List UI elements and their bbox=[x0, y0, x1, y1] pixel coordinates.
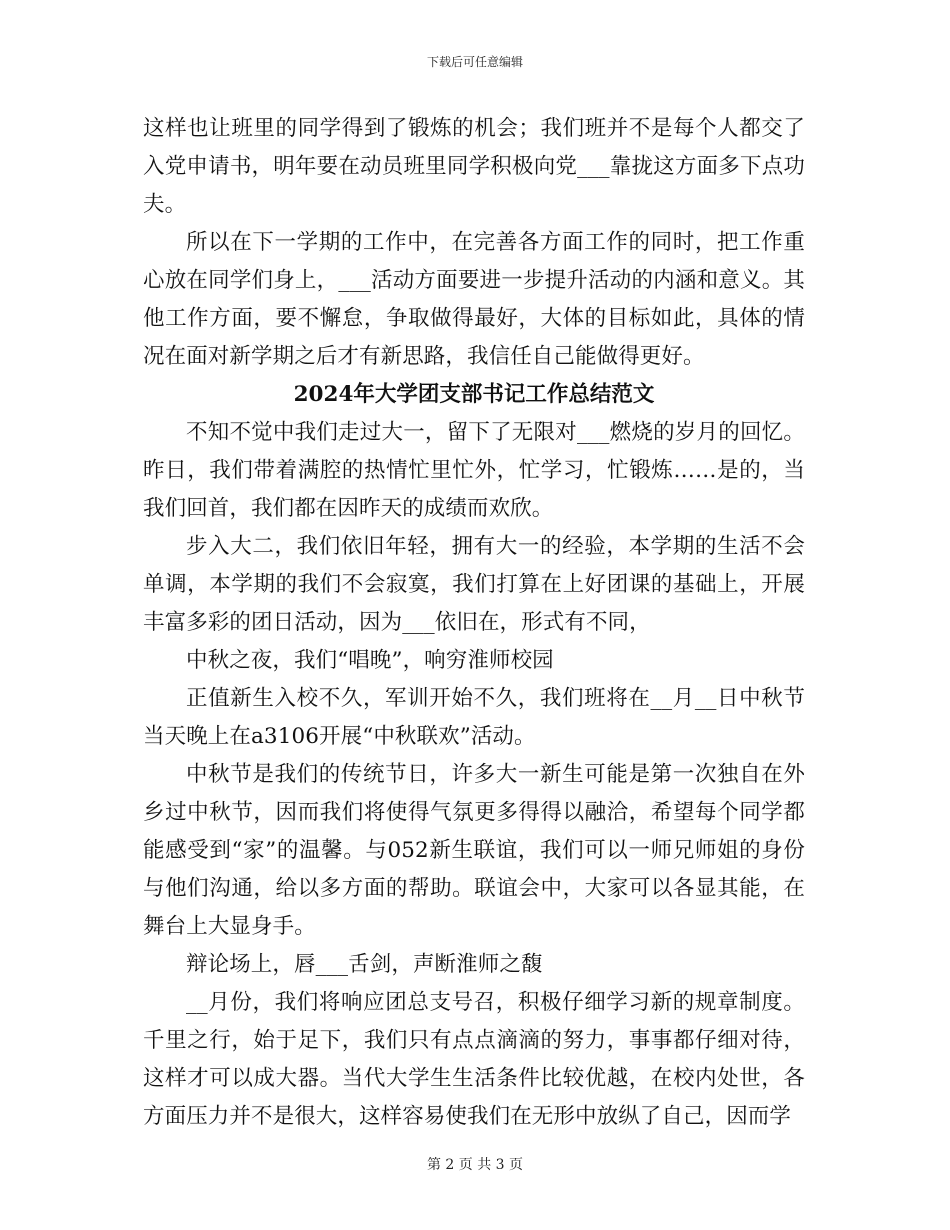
page-number: 第 2 页 共 3 页 bbox=[426, 1157, 524, 1173]
paragraph-sophomore: 步入大二，我们依旧年轻，拥有大一的经验，本学期的生活不会单调，本学期的我们不会寂寞，我们打算在上好团课的基础上，开展丰富多彩的团日活动，因为___依旧在，形式有不同， bbox=[143, 534, 805, 635]
document-title: 2024年大学团支部书记工作总结范文 bbox=[293, 382, 655, 407]
paragraph-mid-autumn-details: 中秋节是我们的传统节日，许多大一新生可能是第一次独自在外乡过中秋节，因而我们将使得气氛更多得得以融洽，希望每个同学都能感受到“家”的温馨。与052新生联谊，我们可以一师兄师姐的身份与他们沟通，给以多方面的帮助。联谊会中，大家可以各显其能，在舞台上大显身手。 bbox=[143, 762, 805, 939]
paragraph-mid-autumn-event: 正值新生入校不久，军训开始不久，我们班将在__月__日中秋节当天晚上在a3106开展“中秋联欢”活动。 bbox=[143, 686, 805, 749]
paragraph-continuation: 这样也让班里的同学得到了锻炼的机会；我们班并不是每个人都交了入党申请书，明年要在动员班里同学积极向党___靠拢这方面多下点功夫。 bbox=[143, 116, 805, 217]
paragraph-next-term-plan: 所以在下一学期的工作中，在完善各方面工作的同时，把工作重心放在同学们身上，___活动方面要进一步提升活动的内涵和意义。其他工作方面，要不懈怠，争取做得最好，大体的目标如此，具体的情况在面对新学期之后才有新思路，我信任自己能做得更好。 bbox=[143, 230, 805, 369]
page-header-note: 下载后可任意编辑 bbox=[426, 55, 523, 69]
section-heading-debate: 辩论场上，唇___舌剑，声断淮师之馥 bbox=[186, 952, 543, 977]
document-body bbox=[143, 110, 805, 1136]
section-heading-mid-autumn: 中秋之夜，我们“唱晚”，响穷淮师校园 bbox=[186, 648, 554, 673]
paragraph-intro: 不知不觉中我们走过大一，留下了无限对___燃烧的岁月的回忆。昨日，我们带着满腔的热情忙里忙外，忙学习，忙锻炼……是的，当我们回首，我们都在因昨天的成绩而欢欣。 bbox=[143, 420, 805, 521]
paragraph-debate: __月份，我们将响应团总支号召，积极仔细学习新的规章制度。千里之行，始于足下，我们只有点点滴滴的努力，事事都仔细对待，这样才可以成大器。当代大学生生活条件比较优越，在校内处世，各方面压力并不是很大，这样容易使我们在无形中放纵了自己，因而学 bbox=[143, 990, 805, 1129]
